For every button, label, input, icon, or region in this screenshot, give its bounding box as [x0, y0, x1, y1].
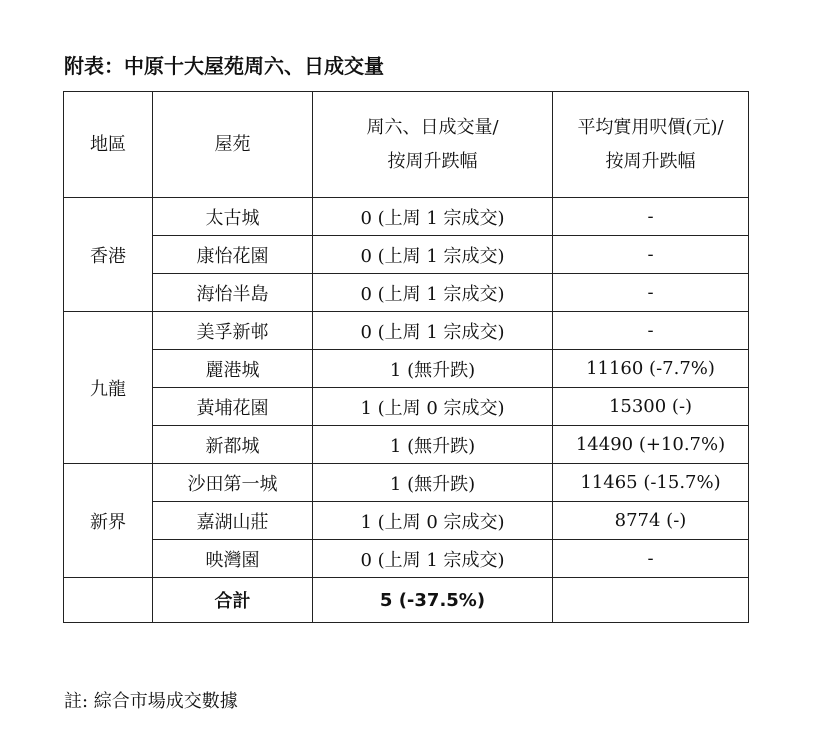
volume-cell: 0 (上周 1 宗成交)	[313, 312, 553, 350]
volume-cell: 1 (無升跌)	[313, 464, 553, 502]
estate-cell: 康怡花園	[153, 236, 313, 274]
estate-cell: 沙田第一城	[153, 464, 313, 502]
district-cell: 九龍	[64, 312, 153, 464]
district-cell: 新界	[64, 464, 153, 578]
volume-cell: 1 (無升跌)	[313, 350, 553, 388]
table-row	[64, 312, 749, 350]
estate-cell: 嘉湖山莊	[153, 502, 313, 540]
table-row	[64, 502, 749, 540]
table-row	[64, 426, 749, 464]
price-cell: 15300 (-)	[553, 388, 749, 426]
price-cell: 14490 (+10.7%)	[553, 426, 749, 464]
estate-cell: 麗港城	[153, 350, 313, 388]
header-row	[64, 92, 749, 198]
header-district: 地區	[64, 92, 153, 198]
header-price	[553, 92, 749, 198]
price-cell: -	[553, 236, 749, 274]
volume-cell: 1 (上周 0 宗成交)	[313, 502, 553, 540]
price-cell: -	[553, 274, 749, 312]
header-volume-line1: 周六、日成交量/	[366, 116, 499, 138]
page-title: 附表：中原十大屋苑周六、日成交量	[64, 54, 384, 78]
header-price-line1: 平均實用呎價(元)/	[577, 116, 724, 138]
table-row	[64, 236, 749, 274]
header-estate: 屋苑	[153, 92, 313, 198]
price-cell: -	[553, 540, 749, 578]
estate-cell: 黃埔花園	[153, 388, 313, 426]
price-cell: 8774 (-)	[553, 502, 749, 540]
estate-cell: 映灣園	[153, 540, 313, 578]
table-row	[64, 350, 749, 388]
total-label: 合計	[153, 578, 313, 623]
header-volume-line2: 按周升跌幅	[387, 150, 478, 172]
volume-cell: 0 (上周 1 宗成交)	[313, 540, 553, 578]
volume-cell: 0 (上周 1 宗成交)	[313, 236, 553, 274]
table-row	[64, 274, 749, 312]
district-cell: 香港	[64, 198, 153, 312]
table-row	[64, 464, 749, 502]
table-row	[64, 198, 749, 236]
footnote: 註: 綜合市場成交數據	[64, 691, 238, 712]
total-price	[553, 578, 749, 623]
total-empty-cell	[64, 578, 153, 623]
header-price-line2: 按周升跌幅	[605, 150, 696, 172]
total-volume: 5 (-37.5%)	[313, 578, 553, 623]
volume-cell: 1 (無升跌)	[313, 426, 553, 464]
total-row	[64, 578, 749, 623]
estate-cell: 新都城	[153, 426, 313, 464]
table-row	[64, 540, 749, 578]
table-row	[64, 388, 749, 426]
price-cell: -	[553, 198, 749, 236]
header-volume	[313, 92, 553, 198]
price-cell: -	[553, 312, 749, 350]
volume-cell: 0 (上周 1 宗成交)	[313, 198, 553, 236]
estate-cell: 太古城	[153, 198, 313, 236]
volume-cell: 0 (上周 1 宗成交)	[313, 274, 553, 312]
estate-cell: 海怡半島	[153, 274, 313, 312]
transactions-table	[63, 91, 749, 623]
price-cell: 11465 (-15.7%)	[553, 464, 749, 502]
volume-cell: 1 (上周 0 宗成交)	[313, 388, 553, 426]
price-cell: 11160 (-7.7%)	[553, 350, 749, 388]
estate-cell: 美孚新邨	[153, 312, 313, 350]
